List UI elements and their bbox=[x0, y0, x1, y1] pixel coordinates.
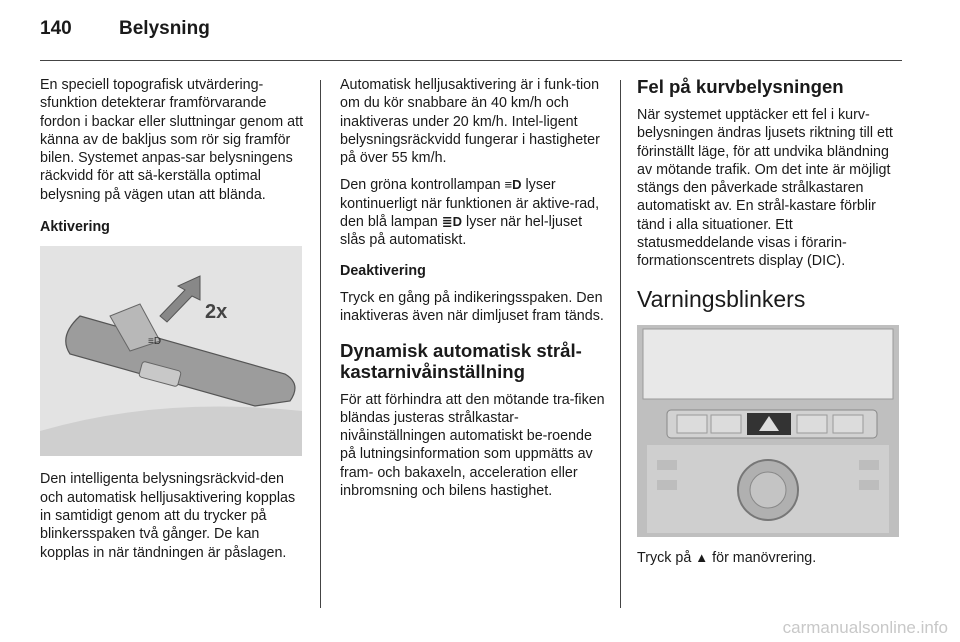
chapter-heading: Varningsblinkers bbox=[637, 285, 806, 312]
column-3 bbox=[637, 76, 901, 576]
deactivation-heading: Deaktivering bbox=[340, 262, 426, 279]
dynamic-paragraph: För att förhindra att den mötande tra-fiken bländas justeras strålkastar-nivåinställningen automatiskt be-roende på lutningsinformation som uppmätts av fram- och bakaxeln, acceleration eller inbromsning och bilens hastighet. bbox=[340, 391, 605, 500]
column-2 bbox=[340, 76, 606, 509]
green-lamp-icon: ≡D bbox=[504, 177, 522, 193]
watermark: carmanualsonline.info bbox=[782, 618, 948, 637]
activation-paragraph: Den intelligenta belysningsräckvid-den och automatisk helljusaktivering kopplas in samtidigt genom att du trycker på blinkersspaken två gånger. De kan kopplas in när tändningen är påslagen. bbox=[40, 471, 296, 561]
blue-lamp-icon: ≣D bbox=[441, 214, 463, 230]
hazard-caption: Tryck på ▲ för manövrering. bbox=[637, 549, 817, 566]
column-divider-1 bbox=[320, 80, 321, 608]
column-1 bbox=[40, 76, 308, 571]
hazard-panel-figure bbox=[637, 325, 899, 537]
indicator-paragraph: Den gröna kontrollampan ≡D lyser kontinuerligt när funktionen är aktive-rad, den blå lampan ≣D lyser när hel-ljuset slås på automatiskt. bbox=[340, 177, 600, 249]
section-heading-dynamic: Dynamisk automatisk strål-kastarnivåinställning bbox=[340, 339, 582, 382]
speed-paragraph: Automatisk helljusaktivering är i funk-tion om du kör snabbare än 40 km/h och inaktiveras under 20 km/h. Intel-ligent belysningsräckvidd fungerar i hastigheter på över 55 km/h. bbox=[340, 77, 600, 167]
column-divider-2 bbox=[620, 80, 621, 608]
svg-text:≡D: ≡D bbox=[148, 336, 162, 348]
stalk-figure-label: 2x bbox=[205, 301, 228, 324]
hazard-triangle-icon: ▲ bbox=[695, 549, 709, 565]
page-number: 140 bbox=[40, 18, 72, 39]
fault-paragraph: När systemet upptäcker ett fel i kurv-belysningen ändras ljusets riktning till ett förinställt läge, för att undvika bländning av mötande trafik. Om det inte är möjligt stängs den påverkade strålkastaren automatiskt av. En strål-kastare förblir tänd i alla situationer. Ett statusmeddelande visas i förarin-formationscentrets display (DIC). bbox=[637, 107, 893, 270]
stalk-figure bbox=[40, 246, 302, 456]
header-rule bbox=[40, 60, 902, 61]
page-title: Belysning bbox=[119, 18, 210, 39]
section-heading-fault: Fel på kurvbelysningen bbox=[637, 76, 844, 97]
intro-paragraph: En speciell topografisk utvärdering-sfunktion detekterar framförvarande fordon i backar eller sluttningar genom att känna av de bakljus som rör sig framför bilen. Systemet anpas-sar belysningens räckvidd för att sä-kerställa optimal belysning på vägen utan att blända. bbox=[40, 77, 304, 203]
deactivation-paragraph: Tryck en gång på indikeringsspaken. Den inaktiveras även när dimljuset fram tänds. bbox=[340, 289, 604, 325]
activation-heading: Aktivering bbox=[40, 219, 110, 236]
